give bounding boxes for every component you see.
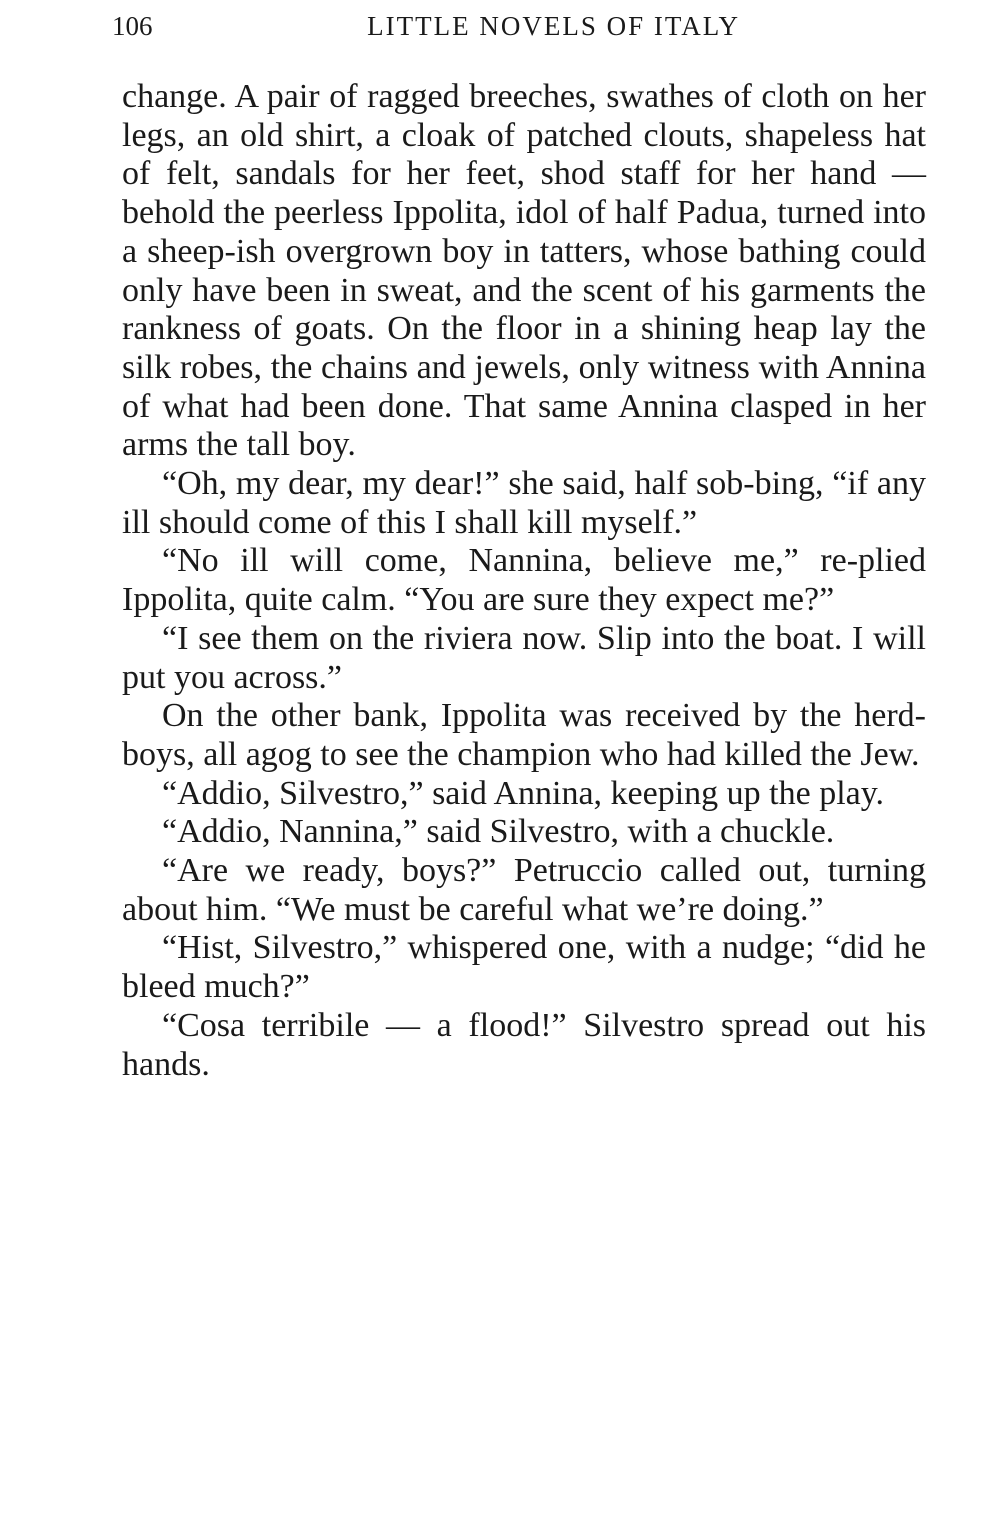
- running-head: [112, 6, 740, 46]
- paragraph-4: “I see them on the riviera now. Slip into the boat. I will put you across.”: [122, 619, 926, 696]
- paragraph-7: “Addio, Nannina,” said Silvestro, with a chuckle.: [162, 813, 835, 851]
- paragraph-9: “Hist, Silvestro,” whispered one, with a nudge; “did he bleed much?”: [122, 929, 926, 1006]
- paragraph-8: “Are we ready, boys?” Petruccio called out, turning about him. “We must be careful what we’re doing.”: [122, 852, 926, 928]
- paragraph-10: “Cosa terribile — a flood!” Silvestro spread out his hands.: [122, 1006, 926, 1083]
- paragraph-1: change. A pair of ragged breeches, swathes of cloth on her legs, an old shirt, a cloak of patched clouts, shapeless hat of felt, sandals for her feet, shod staff for her hand — behold the peerless Ippolita, idol of half Padua, turned into a sheep-ish overgrown boy in tatters, whose bathing could only have been in sweat, and the scent of his garments the rankness of goats. On the floor in a shining heap lay the silk robes, the chains and jewels, only witness with Annina of what had been done. That same Annina clasped in her arms the tall boy.: [122, 78, 926, 464]
- running-title: LITTLE NOVELS OF ITALY: [367, 11, 740, 41]
- page-number: 106: [112, 11, 153, 41]
- paragraph-5: On the other bank, Ippolita was received by the herd-boys, all agog to see the champion who had killed the Jew.: [122, 697, 926, 773]
- paragraph-6: “Addio, Silvestro,” said Annina, keeping up the play.: [162, 774, 885, 812]
- body-text: [122, 78, 926, 1084]
- paragraph-2: “Oh, my dear, my dear!” she said, half sob-bing, “if any ill should come of this I shall kill myself.”: [122, 465, 926, 541]
- paragraph-3: “No ill will come, Nannina, believe me,” re-plied Ippolita, quite calm. “You are sure they expect me?”: [122, 542, 926, 619]
